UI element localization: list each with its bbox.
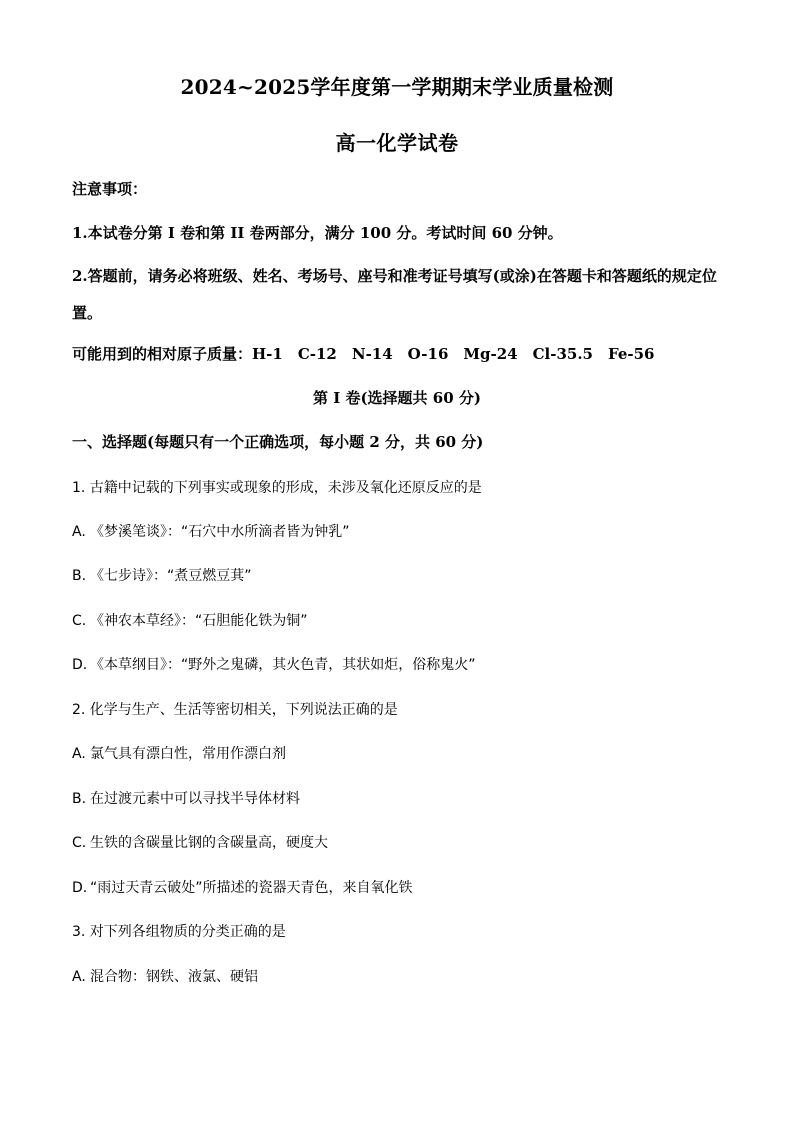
atomic-masses: 可能用到的相对原子质量：H-1 C-12 N-14 O-16 Mg-24 Cl-35.5 Fe-56 [72,345,655,363]
option-text: 混合物：钢铁、液氯、硬铝 [90,969,258,985]
exam-subtitle: 高一化学试卷 [335,131,459,155]
option-label: A. [72,969,86,985]
question-1-option-b [72,565,724,585]
question-1-stem: 1. 古籍中记载的下列事实或现象的形成，未涉及氧化还原反应的是 [72,480,482,496]
question-2-option-c [72,832,724,852]
option-label: B. [72,791,87,807]
question-1-option-d [72,654,724,674]
option-text: 《神农本草经》：“石胆能化铁为铜” [90,613,308,629]
option-text: 《七步诗》：“煮豆燃豆萁” [90,568,252,584]
question-3-option-a [72,966,724,986]
question-1-option-a [72,521,724,541]
part-heading: 一、选择题(每题只有一个正确选项，每小题 2 分，共 60 分) [72,433,484,451]
option-label: A. [72,746,86,762]
question-2-option-a [72,743,724,763]
option-text: 《本草纲目》：“野外之鬼磷，其火色青，其状如炬，俗称鬼火” [90,657,476,673]
option-label: A. [72,524,86,540]
option-text: 《梦溪笔谈》：“石穴中水所滴者皆为钟乳” [90,524,350,540]
notice-item-1: 1.本试卷分第 I 卷和第 II 卷两部分，满分 100 分。考试时间 60 分钟。 [72,224,563,242]
option-text: 氯气具有漂白性，常用作漂白剂 [90,746,286,762]
exam-title: 2024~2025学年度第一学期期末学业质量检测 [180,75,614,99]
question-1-option-c [72,610,724,630]
option-label: D. [72,880,88,896]
question-2-option-b [72,788,724,808]
question-2-stem: 2. 化学与生产、生活等密切相关，下列说法正确的是 [72,702,398,718]
question-3-stem: 3. 对下列各组物质的分类正确的是 [72,924,286,940]
section-title: 第 I 卷(选择题共 60 分) [313,389,481,407]
question-2-option-d [72,877,724,897]
notice-item-2: 2.答题前，请务必将班级、姓名、考场号、座号和准考证号填写(或涂)在答题卡和答题纸的规定位置。 [72,267,717,322]
option-label: D. [72,657,88,673]
option-text: “雨过天青云破处”所描述的瓷器天青色，来自氧化铁 [90,880,413,896]
option-label: C. [72,835,87,851]
option-label: B. [72,568,87,584]
notice-heading: 注意事项： [72,180,148,198]
option-text: 在过渡元素中可以寻找半导体材料 [90,791,300,807]
option-label: C. [72,613,87,629]
option-text: 生铁的含碳量比钢的含碳量高，硬度大 [90,835,328,851]
